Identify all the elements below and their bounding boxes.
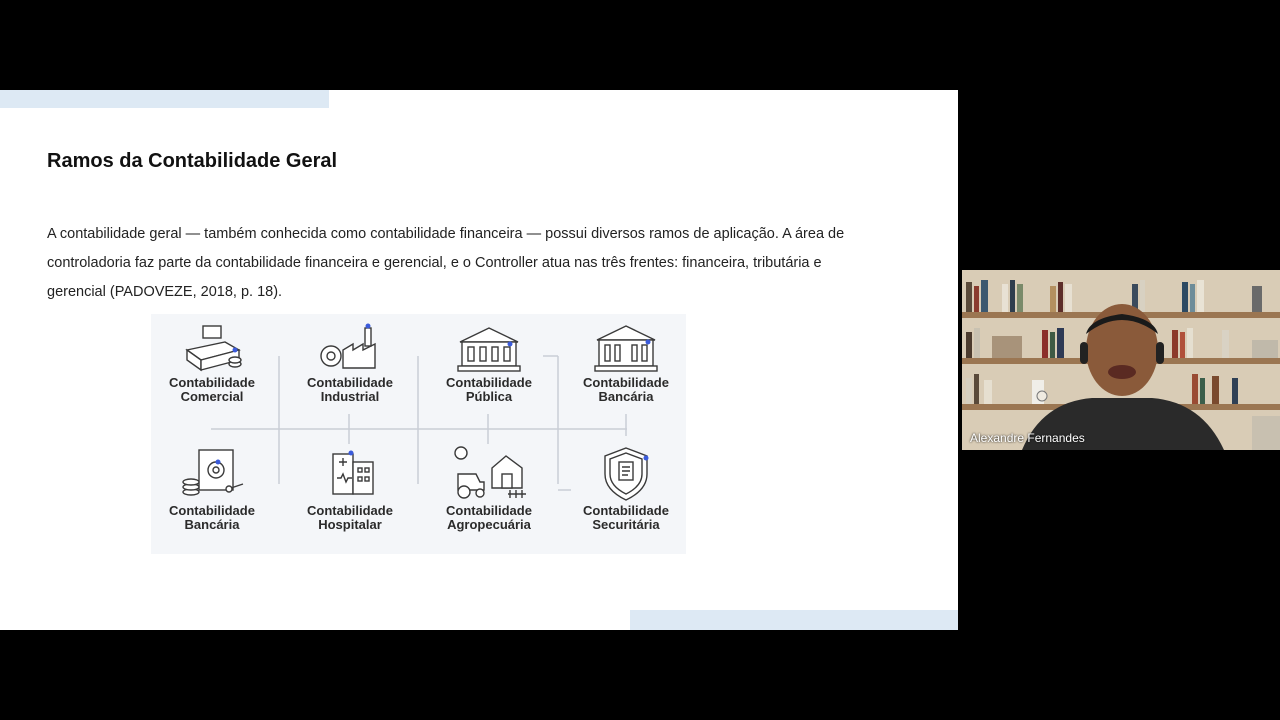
branch-securitaria <box>562 444 690 532</box>
participant-name-label: Alexandre Fernandes <box>970 431 1085 445</box>
branch-bancaria-bottom <box>148 444 276 532</box>
branch-comercial <box>148 320 276 404</box>
hospital-icon <box>315 444 385 504</box>
bank-building-icon <box>591 320 661 376</box>
branch-label-line2: Securitária <box>592 517 660 532</box>
public-building-icon <box>454 320 524 376</box>
branch-label-line1: Contabilidade <box>307 503 393 518</box>
factory-icon <box>315 320 385 376</box>
shield-document-icon <box>591 444 661 504</box>
slide-accent-bottom <box>630 610 958 630</box>
branch-label-line1: Contabilidade <box>446 503 532 518</box>
branch-label-line2: Comercial <box>180 389 244 404</box>
participant-video-tile[interactable] <box>962 270 1280 450</box>
branches-diagram <box>151 314 686 554</box>
branch-publica <box>425 320 553 404</box>
presentation-slide <box>0 90 958 630</box>
participant-avatar <box>962 270 1280 450</box>
cash-register-icon <box>177 320 247 376</box>
branch-label-line1: Contabilidade <box>446 375 532 390</box>
slide-title: Ramos da Contabilidade Geral <box>47 150 338 172</box>
branch-label-line2: Pública <box>465 389 513 404</box>
branch-label-line2: Industrial <box>320 389 380 404</box>
branch-label-line2: Agropecuária <box>447 517 531 532</box>
slide-accent-top <box>0 90 329 108</box>
branch-label-line2: Bancária <box>598 389 654 404</box>
branch-bancaria-top <box>562 320 690 404</box>
branch-industrial <box>286 320 414 404</box>
branch-agropecuaria <box>425 444 553 532</box>
branch-label-line1: Contabilidade <box>169 375 255 390</box>
branch-label-line1: Contabilidade <box>169 503 255 518</box>
slide-paragraph: A contabilidade geral — também conhecida como contabilidade financeira — possui diversos ramos de aplicação. A área de controladoria faz parte da contabilidade financeira e gerencial, e o Controller atua nas três frentes: financeira, tributária e gerencial (PADOVEZE, 2018, p. 18). <box>47 226 845 300</box>
branch-label-line2: Bancária <box>184 517 240 532</box>
tractor-farm-icon <box>444 444 534 504</box>
branch-label-line2: Hospitalar <box>318 517 382 532</box>
branch-label-line1: Contabilidade <box>307 375 393 390</box>
branch-label-line1: Contabilidade <box>583 375 669 390</box>
safe-icon <box>177 444 247 504</box>
branch-label-line1: Contabilidade <box>583 503 669 518</box>
branch-hospitalar <box>286 444 414 532</box>
